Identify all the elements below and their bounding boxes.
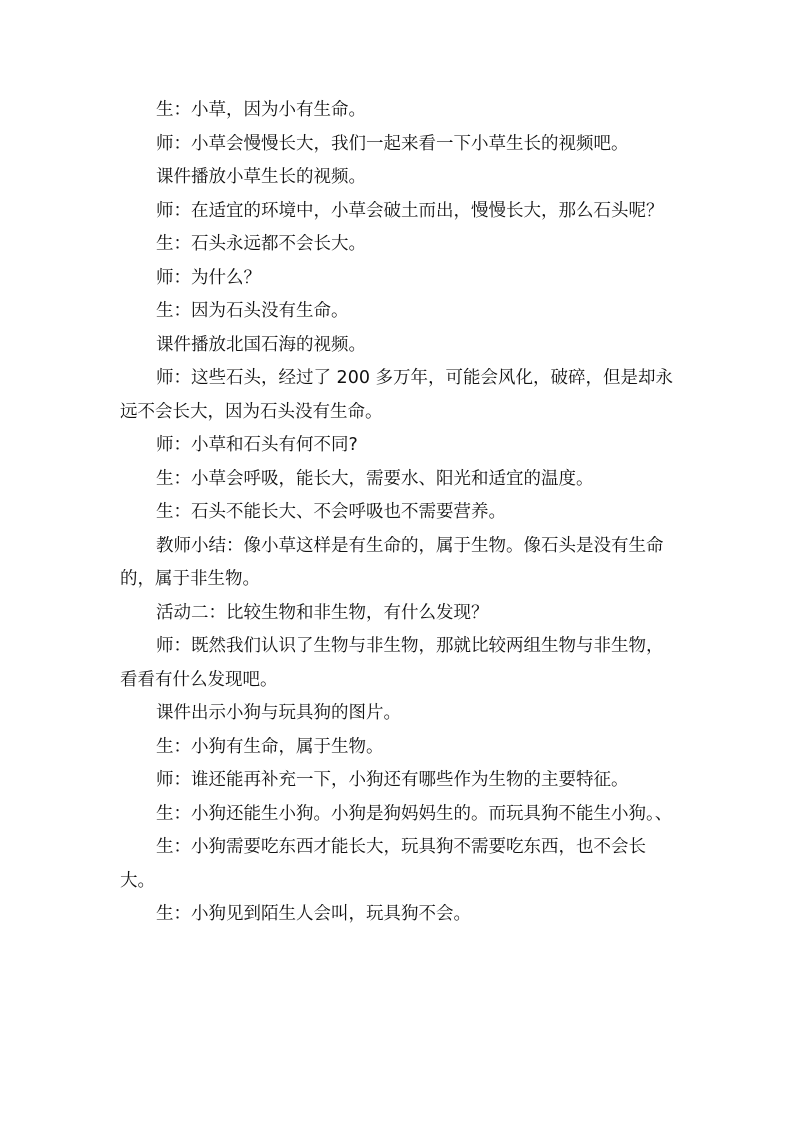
- document-body: [120, 94, 678, 932]
- paragraph: 生：石头不能长大、不会呼吸也不需要营养。: [156, 502, 506, 522]
- paragraph: 课件播放小草生长的视频。: [156, 167, 366, 187]
- paragraph: 生：小狗需要吃东西才能长大，玩具狗不需要吃东西，也不会长大。: [120, 837, 646, 891]
- paragraph: 生：小草，因为小有生命。: [156, 100, 366, 120]
- paragraph: 生：石头永远都不会长大。: [156, 234, 366, 254]
- paragraph: 师：为什么？: [156, 267, 261, 288]
- paragraph: 教师小结：像小草这样是有生命的，属于生物。像石头是没有生命的，属于非生物。: [120, 535, 664, 589]
- paragraph: 师：这些石头，经过了 200 多万年，可能会风化，破碎，但是却永远不会长大，因为石头没有生命。: [120, 368, 674, 422]
- paragraph: 生：小狗还能生小狗。小狗是狗妈妈生的。而玩具狗不能生小狗。、: [156, 803, 673, 824]
- paragraph: 活动二：比较生物和非生物，有什么发现？: [156, 602, 489, 623]
- paragraph: 师：谁还能再补充一下，小狗还有哪些作为生物的主要特征。: [156, 770, 629, 790]
- paragraph: 师：小草和石头有何不同?: [156, 435, 358, 455]
- paragraph: 师：小草会慢慢长大，我们一起来看一下小草生长的视频吧。: [156, 133, 629, 154]
- paragraph: 师：在适宜的环境中，小草会破土而出，慢慢长大，那么石头呢？: [156, 200, 664, 221]
- paragraph: 课件出示小狗与玩具狗的图片。: [156, 703, 401, 723]
- paragraph: 生：小草会呼吸，能长大，需要水、阳光和适宜的温度。: [156, 468, 594, 489]
- paragraph: 师：既然我们认识了生物与非生物，那就比较两组生物与非生物，看看有什么发现吧。: [120, 636, 664, 690]
- paragraph: 课件播放北国石海的视频。: [156, 334, 366, 355]
- paragraph: 生：小狗有生命，属于生物。: [156, 736, 384, 757]
- paragraph: 生：因为石头没有生命。: [156, 301, 349, 321]
- paragraph: 生：小狗见到陌生人会叫，玩具狗不会。: [156, 904, 471, 924]
